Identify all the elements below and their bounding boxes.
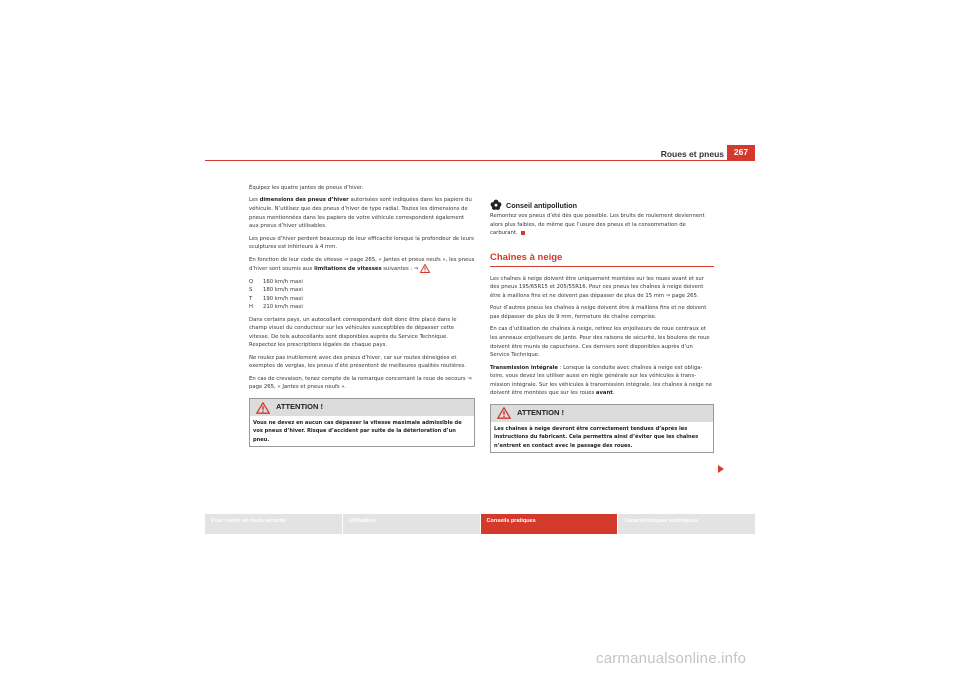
warning-triangle-icon — [256, 402, 270, 414]
header-divider — [205, 160, 755, 161]
warning-box — [249, 398, 475, 447]
warning-text: Les chaînes à neige devront être correctement tendues d’après les instructions du fabricant. Cela permettra ainsi d’éviter que les chaînes n’entrent en contact avec le passage des roues. — [494, 425, 699, 449]
page-number: 267 — [727, 145, 755, 160]
environment-note-title: Conseil antipollution — [506, 201, 578, 211]
list-item: S 180 km/h maxi — [249, 287, 303, 294]
tab-usage[interactable]: Utilisation — [343, 514, 480, 534]
warning-title: ATTENTION ! — [517, 408, 564, 418]
footer-nav — [205, 514, 755, 534]
right-column — [490, 199, 714, 453]
tab-safety[interactable]: Pour rouler en toute sécurité — [205, 514, 342, 534]
section-header-title: Roues et pneus — [660, 149, 724, 159]
section-heading: Chaînes à neige — [490, 251, 563, 263]
warning-box — [490, 404, 714, 453]
list-item: T 190 km/h maxi — [249, 295, 303, 302]
paragraph: Les dimensions des pneus d’hiver autorisées sont indiquées dans les papiers du véhicule. N’utilisez que des pneus d’hiver de type radial. Toutes les dimensions de pneus mentionnées dans les papiers de votre véhicule correspondent également aux pneus d’hiver utilisables. — [249, 197, 472, 230]
warning-triangle-icon — [420, 264, 430, 273]
paragraph: Ne roulez pas inutilement avec des pneus d’hiver, car sur routes déneigées et exemptes de verglas, les pneus d’été présentent de meilleures qualités routières. — [249, 354, 466, 370]
end-of-section-icon — [521, 231, 525, 235]
tab-technical-specs[interactable]: Caractéristiques techniques — [618, 514, 755, 534]
paragraph: Équipez les quatre jantes de pneus d’hiver. — [249, 185, 364, 191]
watermark: carmanualsonline.info — [596, 650, 747, 667]
continue-arrow-icon — [718, 465, 724, 473]
section-divider — [490, 266, 714, 267]
tab-practical-tips[interactable]: Conseils pratiques — [481, 514, 618, 534]
warning-triangle-icon — [497, 407, 511, 419]
warning-header — [250, 399, 474, 416]
list-item: Q 160 km/h maxi — [249, 278, 303, 285]
paragraph: Dans certains pays, un autocollant correspondant doit donc être placé dans le champ visuel du conducteur sur les véhicules susceptibles de dépasser cette vitesse. De tels autocollants sont disponibles auprès du Service Technique. Respectez les prescriptions légales de chaque pays. — [249, 316, 457, 349]
warning-text: Vous ne devez en aucun cas dépasser la vitesse maximale admissible de vos pneus d’hiver. Risque d’accident par suite de la détérioration d’un pneu. — [253, 420, 462, 443]
paragraph: Les chaînes à neige doivent être uniquement montées sur les roues avant et sur des pneus 195/65R15 et 205/55R16. Pour ces pneus les chaînes à neige doivent être à maillons fins et ne doivent pas dépasser de plus de 15 mm ⇒ page 265. — [490, 275, 704, 299]
warning-header — [491, 405, 713, 422]
paragraph: En cas de crevaison, tenez compte de la remarque concernant la roue de secours ⇒ page 265, « Jantes et pneus neufs ». — [249, 375, 472, 391]
paragraph: Pour d’autres pneus les chaînes à neige doivent être à maillons fins et ne doivent pas dépasser de plus de 9 mm, fermeture de chaîne comprise. — [490, 305, 707, 320]
environment-note-header — [490, 199, 714, 211]
list-item: H 210 km/h maxi — [249, 304, 303, 311]
paragraph: Transmission intégrale : Lorsque la conduite avec chaînes à neige est obligatoire, vous devez les utiliser aussi en règle générale sur les véhicules à transmission intégrale. Sur les véhicules à transmission intégrale, les chaînes à neige ne doivent être montées que sur les roues avant. — [490, 364, 713, 397]
paragraph: Remontez vos pneus d’été dès que possible. Les bruits de roulement deviennent alors plus faibles, de même que l’usure des pneus et la consommation de carburant. — [490, 213, 705, 237]
left-column — [249, 184, 475, 447]
speed-limit-list — [249, 278, 475, 312]
warning-title: ATTENTION ! — [276, 402, 323, 412]
paragraph: En fonction de leur code de vitesse ⇒ page 265, « Jantes et pneus neufs », les pneus d’hiver sont soumis aux limitations de vitesses suivantes : ⇒ — [249, 256, 475, 273]
environment-flower-icon — [490, 199, 502, 211]
paragraph: Les pneus d’hiver perdent beaucoup de leur efficacité lorsque la profondeur de leurs sculptures est inférieure à 4 mm. — [249, 235, 474, 251]
paragraph: En cas d’utilisation de chaînes à neige, retirez les enjoliveurs de roue centraux et les anneaux enjoliveurs de jante. Pour des raisons de sécurité, les boulons de roue doivent être munis de capuchons. Ces derniers sont disponibles auprès d’un Service Technique. — [490, 326, 710, 359]
